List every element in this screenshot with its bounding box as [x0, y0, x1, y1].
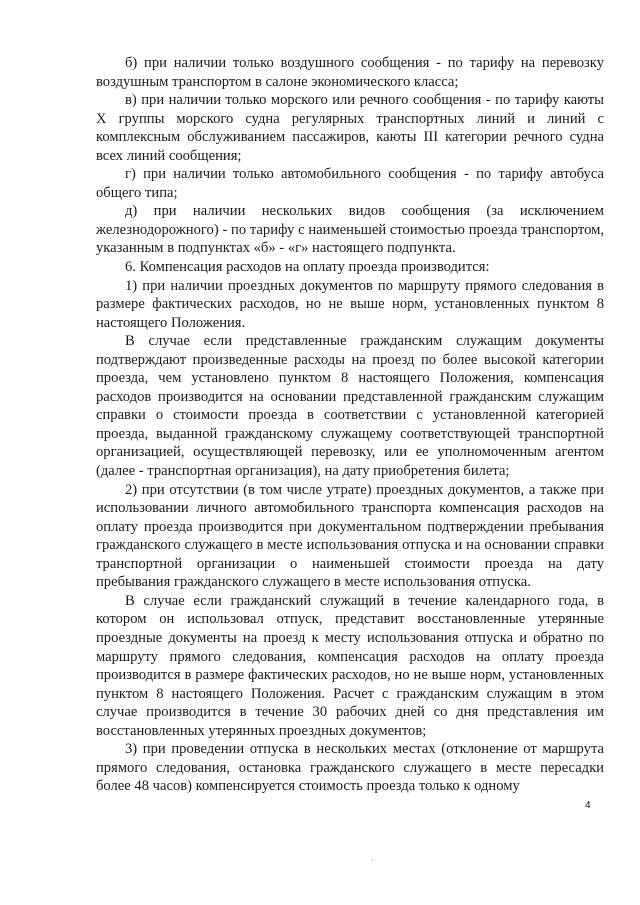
paragraph-d-multiple: д) при наличии нескольких видов сообщения (за исключением железнодорожного) - по тарифу с наименьшей стоимостью проезда транспортом, указанным в подпунктах «б» - «г» настоящего подпункта.: [96, 203, 604, 257]
paragraph-3-multiple-places: 3) при проведении отпуска в нескольких местах (отклонение от маршрута прямого следования, остановка гражданского служащего в месте пересадки более 48 часов) компенсируется стоимость проезда только к одному: [96, 741, 604, 795]
paragraph-b-air: б) при наличии только воздушного сообщения - по тарифу на перевозку воздушным транспортом в салоне экономического класса;: [96, 55, 604, 90]
paragraph-higher-category: В случае если представленные гражданским служащим документы подтверждают произведенные расходы на проезд по более высокой категории проезда, чем установлено пунктом 8 настоящего Положения, компенсация расходов производится на основании представленной гражданским служащим справки о стоимости проезда в соответствии с установленной категорией проезда, выданной гражданскому служащему соответствующей транспортной организацией, осуществляющей перевозку, или ее уполномоченным агентом (далее - транспортная организация), на дату приобретения билета;: [96, 333, 604, 480]
paragraph-2-without-documents: 2) при отсутствии (в том числе утрате) проездных документов, а также при использовании личного автомобильного транспорта компенсация расходов на оплату проезда производится при документальном подтверждении пребывания гражданского служащего в месте использования отпуска и на основании справки транспортной организации о наименьшей стоимости проезда на дату пребывания гражданского служащего в месте использования отпуска.: [96, 481, 604, 591]
paragraph-v-sea-river: в) при наличии только морского или речного сообщения - по тарифу каюты X группы морского судна регулярных транспортных линий и линий с комплексным обслуживанием пассажиров, каюты III категории речного судна всех линий сообщения;: [96, 92, 604, 164]
paragraph-6-compensation: 6. Компенсация расходов на оплату проезда производится:: [125, 259, 490, 276]
paragraph-restored-documents: В случае если гражданский служащий в течение календарного года, в котором он использовал отпуск, представит восстановленные утерянные проездные документы на проезд к месту использования отпуска и обратно по маршруту прямого следования, компенсация расходов на оплату проезда производится в размере фактических расходов, но не выше норм, установленных пунктом 8 настоящего Положения. Расчет с гражданским служащим в этом случае производится в течение 30 рабочих дней со дня представления им восстановленных утерянных проездных документов;: [96, 592, 604, 739]
paragraph-1-with-documents: 1) при наличии проездных документов по маршруту прямого следования в размере фактических расходов, но не выше норм, установленных пунктом 8 настоящего Положения.: [96, 277, 604, 331]
page-number: 4: [585, 800, 591, 811]
body-text: [96, 54, 604, 796]
paragraph-g-auto: г) при наличии только автомобильного сообщения - по тарифу автобуса общего типа;: [96, 166, 604, 201]
scan-speck: [372, 859, 373, 860]
